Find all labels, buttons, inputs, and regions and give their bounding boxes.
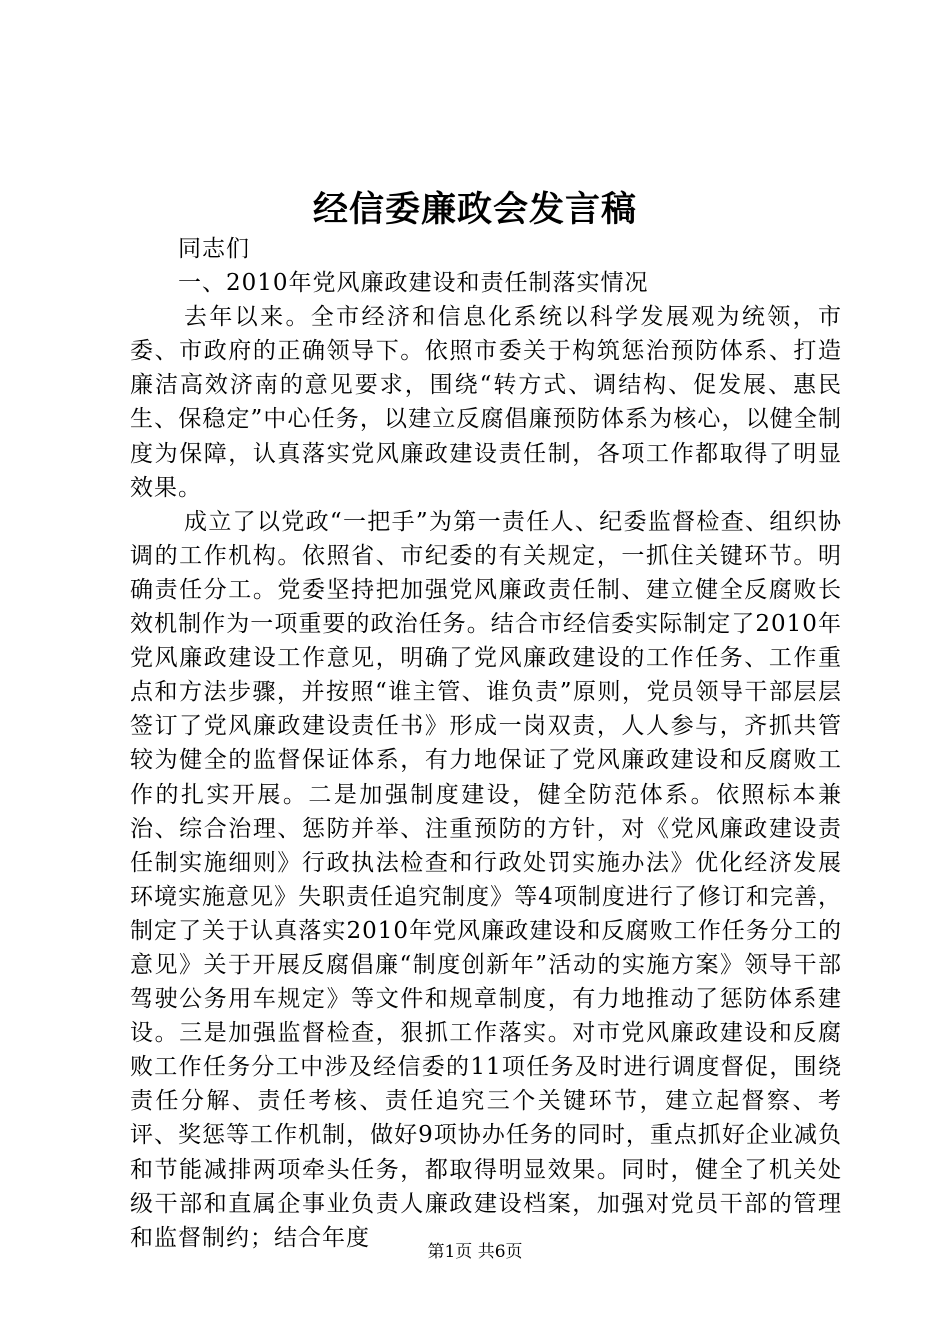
- section-heading: 一、2010年党风廉政建设和责任制落实情况: [178, 270, 649, 297]
- document-body: [130, 232, 842, 1255]
- document-title: 经信委廉政会发言稿: [312, 189, 637, 230]
- page-footer: 第1页 共6页: [427, 1242, 523, 1262]
- paragraph-1: 去年以来。全市经济和信息化系统以科学发展观为统领，市委、市政府的正确领导下。依照市委关于构筑惩治预防体系、打造廉洁高效济南的意见要求，围绕“转方式、调结构、促发展、惠民生、保稳定”中心任务，以建立反腐倡廉预防体系为核心，以健全制度为保障，认真落实党风廉政建设责任制，各项工作都取得了明显效果。: [130, 304, 842, 501]
- paragraph-2: 成立了以党政“一把手”为第一责任人、纪委监督检查、组织协调的工作机构。依照省、市纪委的有关规定，一抓住关键环节。明确责任分工。党委坚持把加强党风廉政责任制、建立健全反腐败长效机制作为一项重要的政治任务。结合市经信委实际制定了2010年党风廉政建设工作意见，明确了党风廉政建设的工作任务、工作重点和方法步骤，并按照“谁主管、谁负责”原则，党员领导干部层层签订了党风廉政建设责任书》形成一岗双责，人人参与，齐抓共管较为健全的监督保证体系，有力地保证了党风廉政建设和反腐败工作的扎实开展。二是加强制度建设，健全防范体系。依照标本兼治、综合治理、惩防并举、注重预防的方针，对《党风廉政建设责任制实施细则》行政执法检查和行政处罚实施办法》优化经济发展环境实施意见》失职责任追究制度》等4项制度进行了修订和完善，制定了关于认真落实2010年党风廉政建设和反腐败工作任务分工的意见》关于开展反腐倡廉“制度创新年”活动的实施方案》领导干部驾驶公务用车规定》等文件和规章制度，有力地推动了惩防体系建设。三是加强监督检查，狠抓工作落实。对市党风廉政建设和反腐败工作任务分工中涉及经信委的11项任务及时进行调度督促，围绕责任分解、责任考核、责任追究三个关键环节，建立起督察、考评、奖惩等工作机制，做好9项协办任务的同时，重点抓好企业减负和节能减排两项牵头任务，都取得明显效果。同时，健全了机关处级干部和直属企事业负责人廉政建设档案，加强对党员干部的管理和监督制约；结合年度: [130, 508, 842, 1251]
- salutation: 同志们: [178, 236, 250, 262]
